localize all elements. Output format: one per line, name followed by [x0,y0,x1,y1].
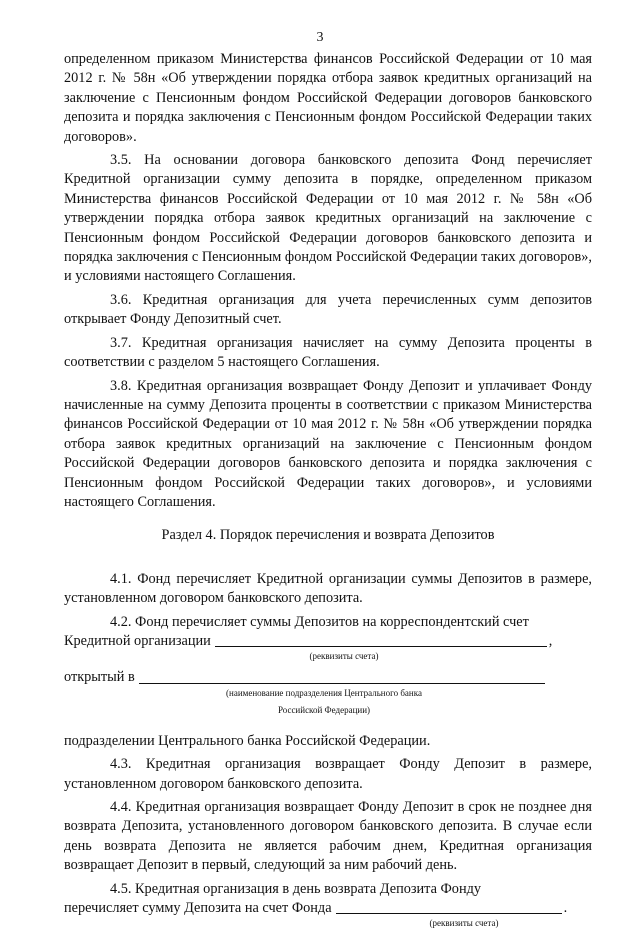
paragraph-4-2-line2: Кредитной организации [64,632,211,649]
opened-in-label: открытый в [64,669,135,686]
section-4-heading: Раздел 4. Порядок перечисления и возврата Депозитов [161,527,495,544]
paragraph-4-5-line1: 4.5. Кредитная организация в день возврата Депозита Фонду [110,880,482,897]
period: . [563,900,568,917]
branch-blank-line [139,669,545,684]
account-blank-line [215,632,547,647]
paragraph-4-1: 4.1. Фонд перечисляет Кредитной организации суммы Депозитов в размере, установленном договором банковского депозита. [64,570,592,607]
branch-hint-line1: (наименование подразделения Центрального банка [226,687,422,698]
paragraph-3-5: 3.5. На основании договора банковского депозита Фонд перечисляет Кредитной организации сумму депозита в порядке, определенном приказом Министерства финансов Российской Федерации от 10 мая 2012 г. № 58н «Об утверждении порядка отбора заявок кредитных организаций на заключение с Пенсионным фондом Российской Федерации договоров банковского депозита и порядка заключения с Пенсионным фондом Российской Федерации таких договоров», и условиями настоящего Соглашения. [64,152,592,285]
account-details-hint: (реквизиты счета) [309,651,379,662]
page-number: 3 [316,30,324,45]
paragraph-3-6: 3.6. Кредитная организация для учета перечисленных сумм депозитов открывает Фонду Депозитный счет. [64,291,592,328]
comma: , [548,632,553,649]
account-fill-line [64,632,592,651]
paragraph-4-2-line1: 4.2. Фонд перечисляет суммы Депозитов на корреспондентский счет [110,613,529,630]
document-body [64,50,592,929]
paragraph-4-4: 4.4. Кредитная организация возвращает Фонду Депозит в срок не позднее дня возврата Депозита, установленного договором банковского депозита. В случае если день возврата Депозита не является рабочим днем, Кредитная организация возвращает Депозит в первый, следующий за ним рабочий день. [64,799,592,874]
paragraph-central-bank: подразделении Центрального банка Российской Федерации. [64,732,431,749]
paragraph-4-3: 4.3. Кредитная организация возвращает Фонду Депозит в размере, установленном договором банковского депозита. [64,756,592,792]
paragraph-3-7: 3.7. Кредитная организация начисляет на сумму Депозита проценты в соответствии с разделом 5 настоящего Соглашения. [64,334,592,371]
fund-account-fill-line [64,899,592,918]
paragraph-intro: определенном приказом Министерства финансов Российской Федерации от 10 мая 2012 г. № 58н «Об утверждении порядка отбора заявок кредитных организаций на заключение с Пенсионным фондом Российской Федерации договоров банковского депозита и порядка заключения с Пенсионным фондом Российской Федерации таких договоров». [64,51,592,145]
branch-hint-line2: Российской Федерации) [277,704,371,715]
opened-in-line [64,668,592,687]
paragraph-3-8: 3.8. Кредитная организация возвращает Фонду Депозит и уплачивает Фонду начисленные на сумму Депозита проценты в соответствии с приказом Министерства финансов Российской Федерации от 10 мая 2012 г. № 58н «Об утверждении порядка отбора заявок кредитных организаций на заключение с Пенсионным фондом Российской Федерации договоров банковского депозита и порядка заключения с Пенсионным фондом Российской Федерации таких договоров», и условиями настоящего Соглашения. [64,377,592,510]
fund-account-blank-line [336,899,562,914]
fund-account-hint: (реквизиты счета) [429,918,499,929]
paragraph-4-5-line2: перечисляет сумму Депозита на счет Фонда [64,900,332,917]
